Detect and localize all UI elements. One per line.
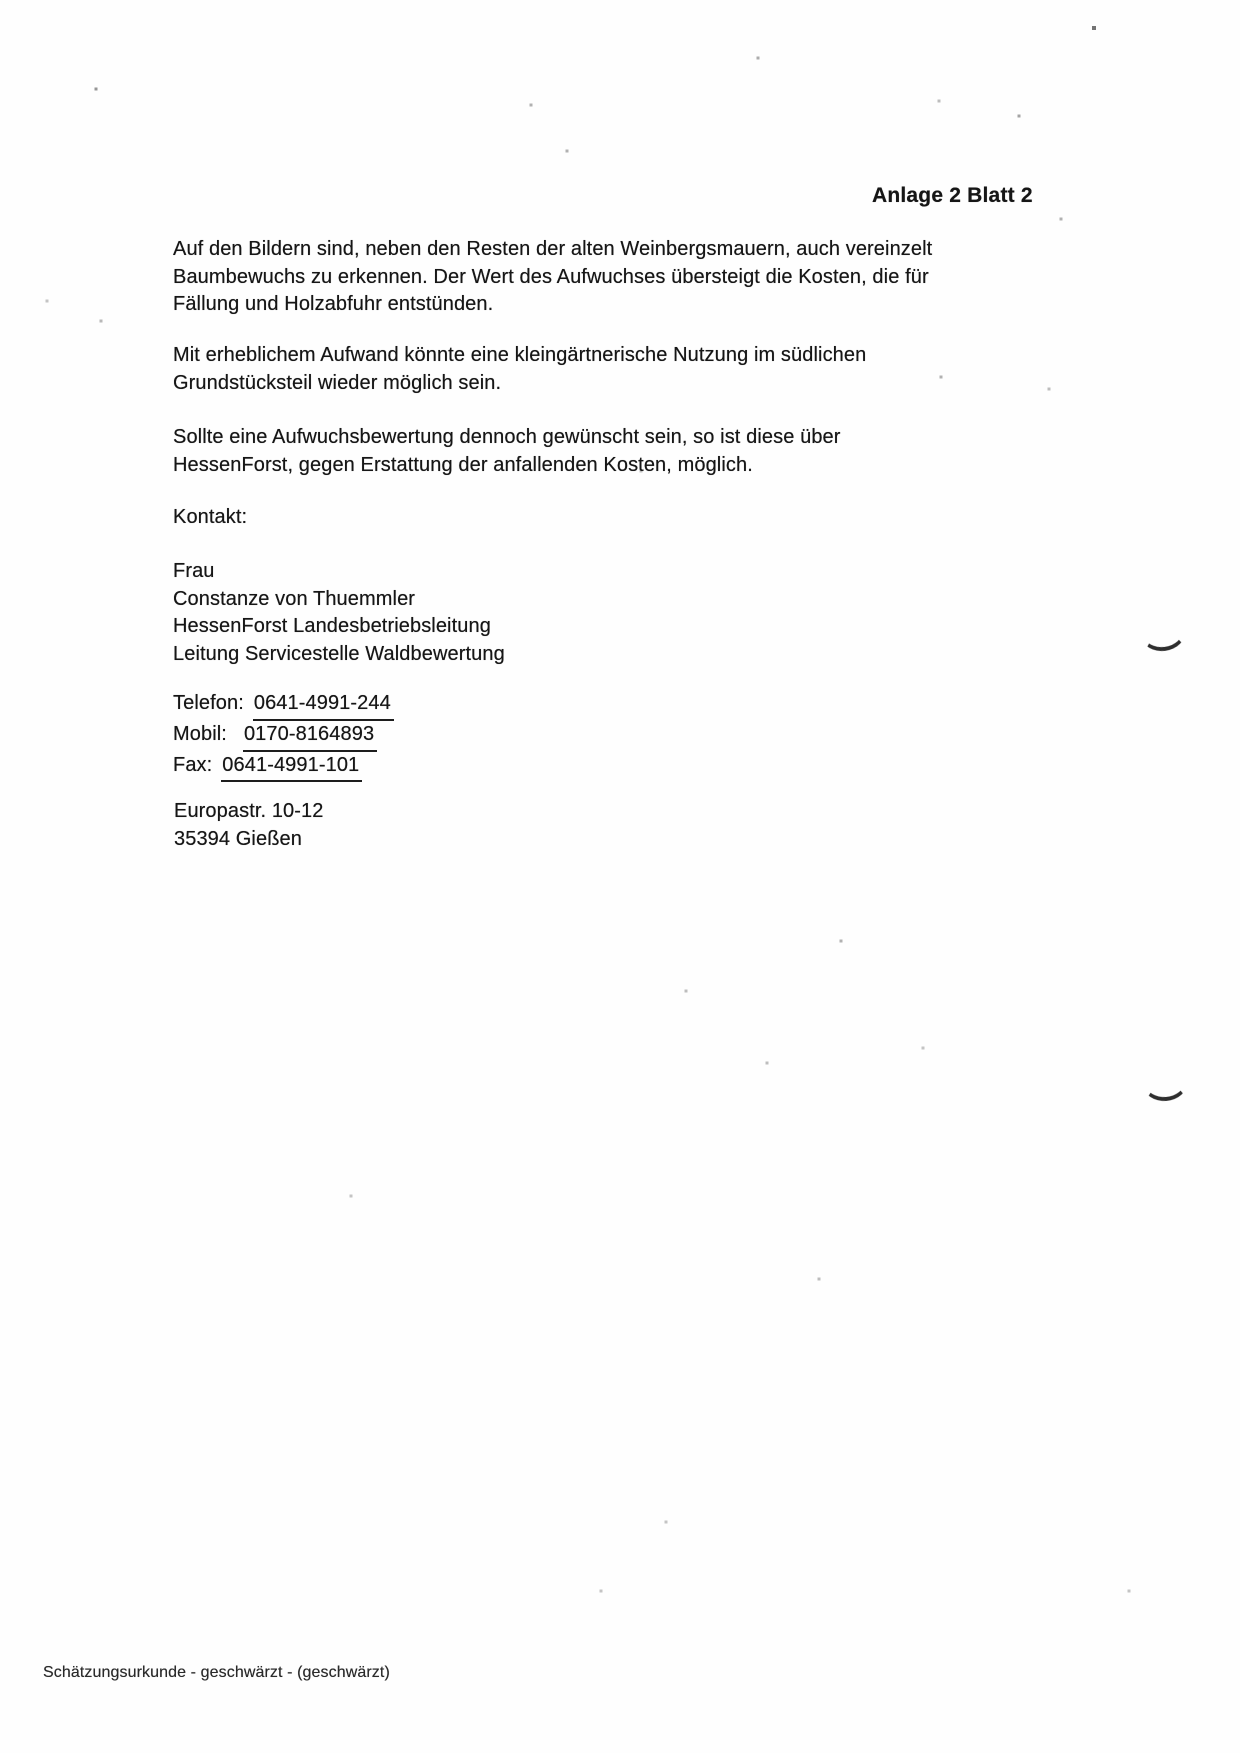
page-header-label: Anlage 2 Blatt 2 bbox=[872, 184, 1033, 207]
paragraph-3 bbox=[173, 424, 841, 479]
paragraph-1 bbox=[173, 236, 932, 319]
paragraph-line: Grundstücksteil wieder möglich sein. bbox=[173, 371, 502, 394]
phone-number: 0641-4991-244 bbox=[253, 690, 394, 721]
paragraph-line: Auf den Bildern sind, neben den Resten der alten Weinbergsmauern, auch vereinzelt bbox=[173, 238, 933, 260]
phone-line-telefon bbox=[173, 690, 394, 721]
paragraph-line: Mit erheblichem Aufwand könnte eine kleingärtnerische Nutzung im südlichen bbox=[173, 344, 867, 366]
phone-number: 0641-4991-101 bbox=[221, 752, 362, 783]
contact-line: Leitung Servicestelle Waldbewertung bbox=[173, 642, 505, 665]
scan-noise bbox=[0, 0, 2, 2]
phone-label: Fax: bbox=[173, 753, 213, 776]
phone-label: Telefon: bbox=[173, 692, 244, 714]
phone-label: Mobil: bbox=[173, 722, 227, 745]
address-line: Europastr. 10-12 bbox=[174, 800, 324, 822]
pen-mark bbox=[1139, 613, 1187, 653]
phone-block bbox=[173, 690, 394, 782]
contact-heading: Kontakt: bbox=[173, 506, 248, 528]
paragraph-line: Fällung und Holzabfuhr entstünden. bbox=[173, 293, 494, 315]
contact-line: HessenForst Landesbetriebsleitung bbox=[173, 615, 491, 637]
paragraph-line: Sollte eine Aufwuchsbewertung dennoch gewünscht sein, so ist diese über bbox=[173, 426, 841, 448]
pen-mark bbox=[1142, 1065, 1188, 1103]
contact-line: Constanze von Thuemmler bbox=[173, 587, 416, 610]
paragraph-line: HessenForst, gegen Erstattung der anfallenden Kosten, möglich. bbox=[173, 453, 753, 476]
contact-block bbox=[173, 558, 505, 668]
address-line: 35394 Gießen bbox=[174, 827, 302, 850]
paragraph-2 bbox=[173, 342, 866, 397]
address-block bbox=[174, 798, 323, 853]
contact-line: Frau bbox=[173, 560, 215, 582]
phone-line-fax bbox=[173, 752, 394, 783]
phone-number: 0170-8164893 bbox=[243, 721, 377, 752]
paragraph-line: Baumbewuchs zu erkennen. Der Wert des Aufwuchses übersteigt die Kosten, die für bbox=[173, 265, 929, 288]
footer-label: Schätzungsurkunde - geschwärzt - (geschwärzt) bbox=[43, 1664, 390, 1681]
phone-line-mobil bbox=[173, 721, 394, 752]
